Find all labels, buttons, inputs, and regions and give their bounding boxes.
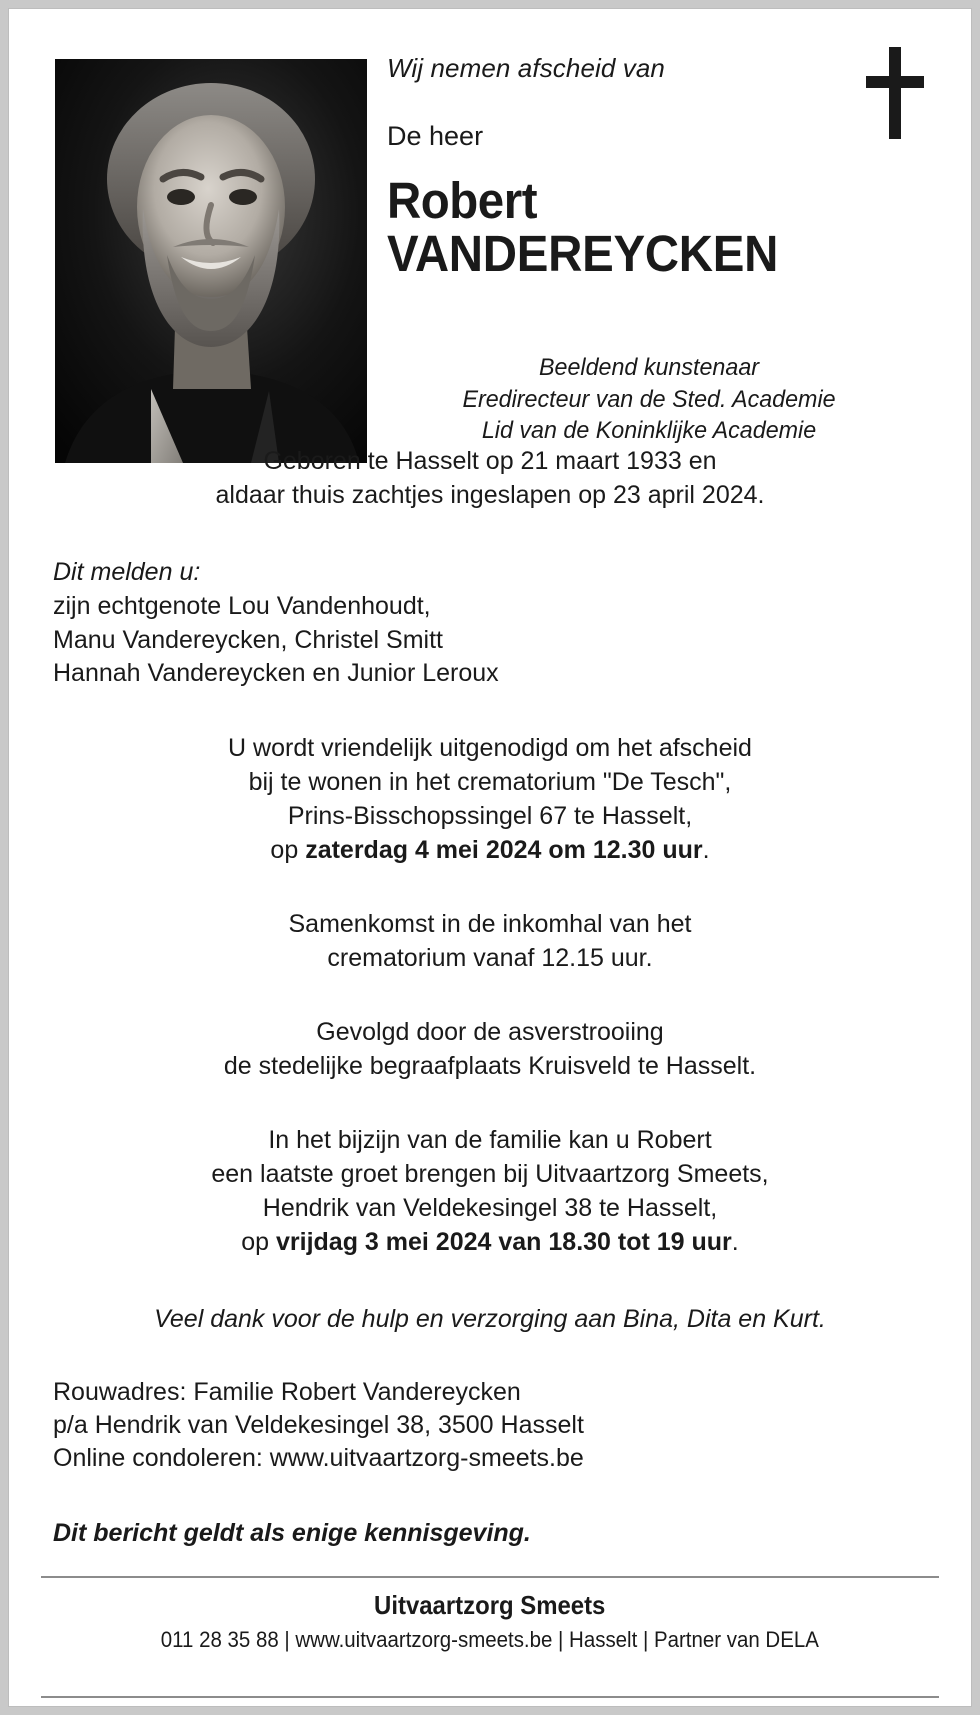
visitation-suffix: . [731,1228,739,1256]
first-name: Robert [387,171,538,229]
honorific-text: De heer [387,121,484,152]
announcement-block [53,556,927,691]
visitation-block [53,1123,927,1259]
announcement-line-2: Manu Vandereycken, Christel Smitt [53,625,443,654]
card-footer [9,1589,971,1654]
announcement-line-1: zijn echtgenote Lou Vandenhoudt, [53,591,431,620]
ceremony-datetime-line [53,833,927,867]
visitation-datetime-line [53,1225,927,1259]
visitation-datetime: vrijdag 3 mei 2024 van 18.30 tot 19 uur [276,1228,732,1256]
card-header [9,9,971,445]
ceremony-datetime: zaterdag 4 mei 2024 om 12.30 uur [305,836,703,864]
condolence-care-of-line: p/a Hendrik van Veldekesingel 38, 3500 Hasselt [53,1410,584,1439]
gathering-line-1: Samenkomst in de inkomhal van het [288,910,692,938]
role-line-2: Eredirecteur van de Sted. Academie [462,385,836,413]
announcement-line-3: Hannah Vandereycken en Junior Leroux [53,659,499,688]
visitation-line-2: een laatste groet brengen bij Uitvaartzorg Smeets, [211,1160,769,1188]
condolence-block [53,1376,927,1476]
role-line-1: Beeldend kunstenaar [538,354,760,381]
ceremony-line-2: bij te wonen in het crematorium "De Tesch", [248,768,732,796]
gathering-block [53,907,927,975]
ceremony-suffix: . [702,836,710,864]
death-line: aldaar thuis zachtjes ingeslapen op 23 april 2024. [215,480,765,509]
single-notice-text: Dit bericht geldt als enige kennisgeving. [53,1519,531,1548]
roles-block [377,352,920,447]
funeral-home-contact: 011 28 35 88 | www.uitvaartzorg-smeets.be | Hasselt | Partner van DELA [160,1626,820,1652]
ceremony-line-3: Prins-Bisschopssingel 67 te Hasselt, [287,802,693,830]
funeral-home-name: Uitvaartzorg Smeets [374,1590,606,1620]
last-name: VANDEREYCKEN [387,224,779,282]
birth-line: Geboren te Hasselt op 21 maart 1933 en [263,447,717,475]
ceremony-line-1: U wordt vriendelijk uitgenodigd om het afscheid [228,734,752,762]
scattering-block [53,1015,927,1083]
footer-divider-bottom [41,1696,939,1698]
gathering-line-2: crematorium vanaf 12.15 uur. [327,944,653,972]
visitation-prefix: op [241,1228,277,1256]
ceremony-prefix: op [270,836,306,864]
header-text-block [387,53,927,280]
visitation-line-1: In het bijzijn van de familie kan u Robert [268,1126,712,1154]
scattering-line-1: Gevolgd door de asverstrooiing [316,1018,664,1046]
ceremony-block [53,731,927,867]
portrait-photo [55,59,367,463]
scattering-line-2: de stedelijke begraafplaats Kruisveld te Hasselt. [223,1052,757,1080]
footer-divider-top [41,1576,939,1578]
role-line-3: Lid van de Koninklijke Academie [481,417,817,445]
birth-death-block [53,445,927,512]
card-body [9,445,971,1548]
memorial-card [8,8,972,1707]
condolence-address-line: Rouwadres: Familie Robert Vandereycken [53,1377,521,1406]
announcement-lead: Dit melden u: [53,558,201,586]
thanks-text: Veel dank voor de hulp en verzorging aan Bina, Dita en Kurt. [154,1305,826,1333]
salutation-text: Wij nemen afscheid van [387,53,665,83]
visitation-line-3: Hendrik van Veldekesingel 38 te Hasselt, [262,1194,718,1222]
condolence-online-line: Online condoleren: www.uitvaartzorg-smeets.be [53,1444,584,1472]
